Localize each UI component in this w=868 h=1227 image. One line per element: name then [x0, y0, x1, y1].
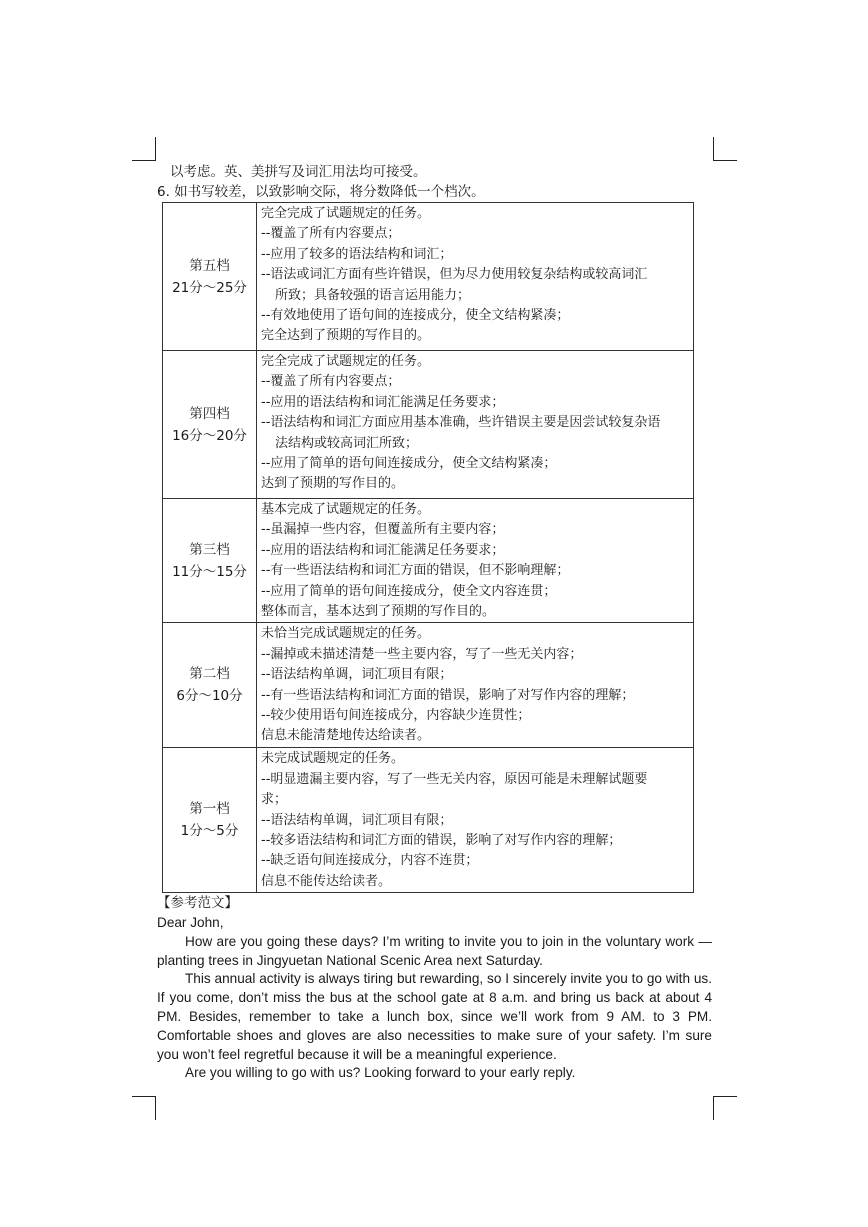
- desc-line: 整体而言，基本达到了预期的写作目的。: [261, 604, 496, 620]
- rubric-row: [163, 351, 694, 499]
- grade-description: [257, 499, 694, 623]
- grade-name: 第四档: [189, 405, 230, 422]
- crop-mark-top-right-h: [713, 160, 737, 161]
- desc-line: --有效地使用了语句间的连接成分，使全文结构紧凑；: [261, 308, 570, 324]
- essay-paragraph: How are you going these days? I’m writing to invite you to join in the voluntary work —planting trees in Jingyuetan National Scenic Area next Saturday.: [157, 933, 712, 968]
- desc-line: 完全完成了试题规定的任务。: [261, 354, 431, 369]
- crop-mark-bottom-right-v: [713, 1096, 714, 1120]
- grade-score: 6分～10分: [176, 688, 243, 705]
- grade-description: [257, 351, 694, 499]
- desc-line: 完全达到了预期的写作目的。: [261, 328, 431, 344]
- rubric-row: [163, 748, 694, 893]
- note-6: 6. 如书写较差，以致影响交际，将分数降低一个档次。: [157, 184, 485, 200]
- desc-line: --语法或词汇方面有些许错误，但为尽力使用较复杂结构或较高词汇: [261, 267, 648, 283]
- grade-name: 第一档: [189, 801, 230, 818]
- crop-mark-bottom-right-h: [713, 1096, 737, 1097]
- desc-line: --应用了简单的语句间连接成分，使全文结构紧凑；: [261, 456, 557, 472]
- essay-paragraph: Are you willing to go with us? Looking forward to your early reply.: [185, 1065, 576, 1081]
- desc-line: --应用的语法结构和词汇能满足任务要求；: [261, 542, 505, 558]
- desc-line: 信息不能传达给读者。: [261, 873, 392, 889]
- crop-mark-bottom-left-v: [155, 1096, 156, 1120]
- grade-score: 21分～25分: [172, 279, 247, 296]
- grade-score: 1分～5分: [180, 823, 239, 840]
- grade-name: 第二档: [189, 666, 230, 683]
- desc-line: 信息未能清楚地传达给读者。: [261, 728, 431, 744]
- rubric-row: [163, 623, 694, 748]
- desc-line: 求；: [261, 792, 288, 808]
- crop-mark-top-left-v: [155, 137, 156, 161]
- rubric-row: [163, 203, 694, 351]
- grade-cell: [163, 748, 257, 893]
- essay-salutation: Dear John,: [157, 915, 224, 930]
- desc-line: --较多语法结构和词汇方面的错误，影响了对写作内容的理解；: [261, 833, 622, 849]
- rubric-row: [163, 499, 694, 623]
- grade-description: [257, 748, 694, 893]
- grade-description: [257, 623, 694, 748]
- desc-line: --语法结构单调，词汇项目有限；: [261, 812, 453, 828]
- desc-line: --语法结构单调，词汇项目有限；: [261, 667, 453, 683]
- crop-mark-bottom-left-h: [132, 1096, 156, 1097]
- desc-line: --应用了简单的语句间连接成分，使全文内容连贯；: [261, 583, 557, 599]
- desc-line: --有一些语法结构和词汇方面的错误，影响了对写作内容的理解；: [261, 687, 635, 703]
- reference-heading: 【参考范文】: [157, 895, 238, 911]
- desc-line: 未恰当完成试题规定的任务。: [261, 626, 431, 642]
- grade-score: 11分～15分: [172, 563, 247, 580]
- desc-line: --漏掉或未描述清楚一些主要内容，写了一些无关内容；: [261, 646, 583, 662]
- reference-essay: [157, 914, 712, 1083]
- desc-line: --覆盖了所有内容要点；: [261, 374, 401, 390]
- desc-line: --应用的语法结构和词汇能满足任务要求；: [261, 394, 505, 410]
- desc-line: 法结构或较高词汇所致；: [275, 435, 419, 451]
- essay-paragraph: This annual activity is always tiring but rewarding, so I sincerely invite you to go with us. If you come, don’t miss the bus at the school gate at 8 a.m. and bring us back at about 4 PM. Besides, remember to take a lunch box, since we’ll work from 9 AM. to 3 PM. Comfortable shoes and gloves are also necessities to make sure of your safety. I’m sure you won’t feel regretful because it will be a meaningful experience.: [157, 971, 712, 1062]
- desc-line: 基本完成了试题规定的任务。: [261, 502, 431, 517]
- desc-line: 完全完成了试题规定的任务。: [261, 206, 431, 221]
- desc-line: --虽漏掉一些内容，但覆盖所有主要内容；: [261, 522, 505, 538]
- grade-score: 16分～20分: [172, 427, 247, 444]
- grade-cell: [163, 203, 257, 351]
- desc-line: 所致；具备较强的语言运用能力；: [275, 287, 471, 303]
- crop-mark-top-left-h: [132, 160, 156, 161]
- desc-line: --较少使用语句间连接成分，内容缺少连贯性；: [261, 708, 531, 724]
- desc-line: --语法结构和词汇方面应用基本准确，些许错误主要是因尝试较复杂语: [261, 415, 661, 431]
- grade-cell: [163, 499, 257, 623]
- desc-line: 未完成试题规定的任务。: [261, 751, 405, 767]
- desc-line: --缺乏语句间连接成分，内容不连贯；: [261, 853, 479, 869]
- grade-name: 第三档: [189, 541, 230, 558]
- grade-cell: [163, 351, 257, 499]
- desc-line: 达到了预期的写作目的。: [261, 476, 405, 492]
- desc-line: --明显遗漏主要内容，写了一些无关内容，原因可能是未理解试题要: [261, 771, 648, 787]
- crop-mark-top-right-v: [713, 137, 714, 161]
- note-5-continuation: 以考虑。英、美拼写及词汇用法均可接受。: [170, 164, 427, 180]
- desc-line: --有一些语法结构和词汇方面的错误，但不影响理解；: [261, 563, 570, 579]
- scoring-rubric-table: [162, 202, 694, 893]
- grade-cell: [163, 623, 257, 748]
- grade-description: [257, 203, 694, 351]
- grade-name: 第五档: [189, 257, 230, 274]
- desc-line: --应用了较多的语法结构和词汇；: [261, 246, 453, 262]
- desc-line: --覆盖了所有内容要点；: [261, 226, 401, 242]
